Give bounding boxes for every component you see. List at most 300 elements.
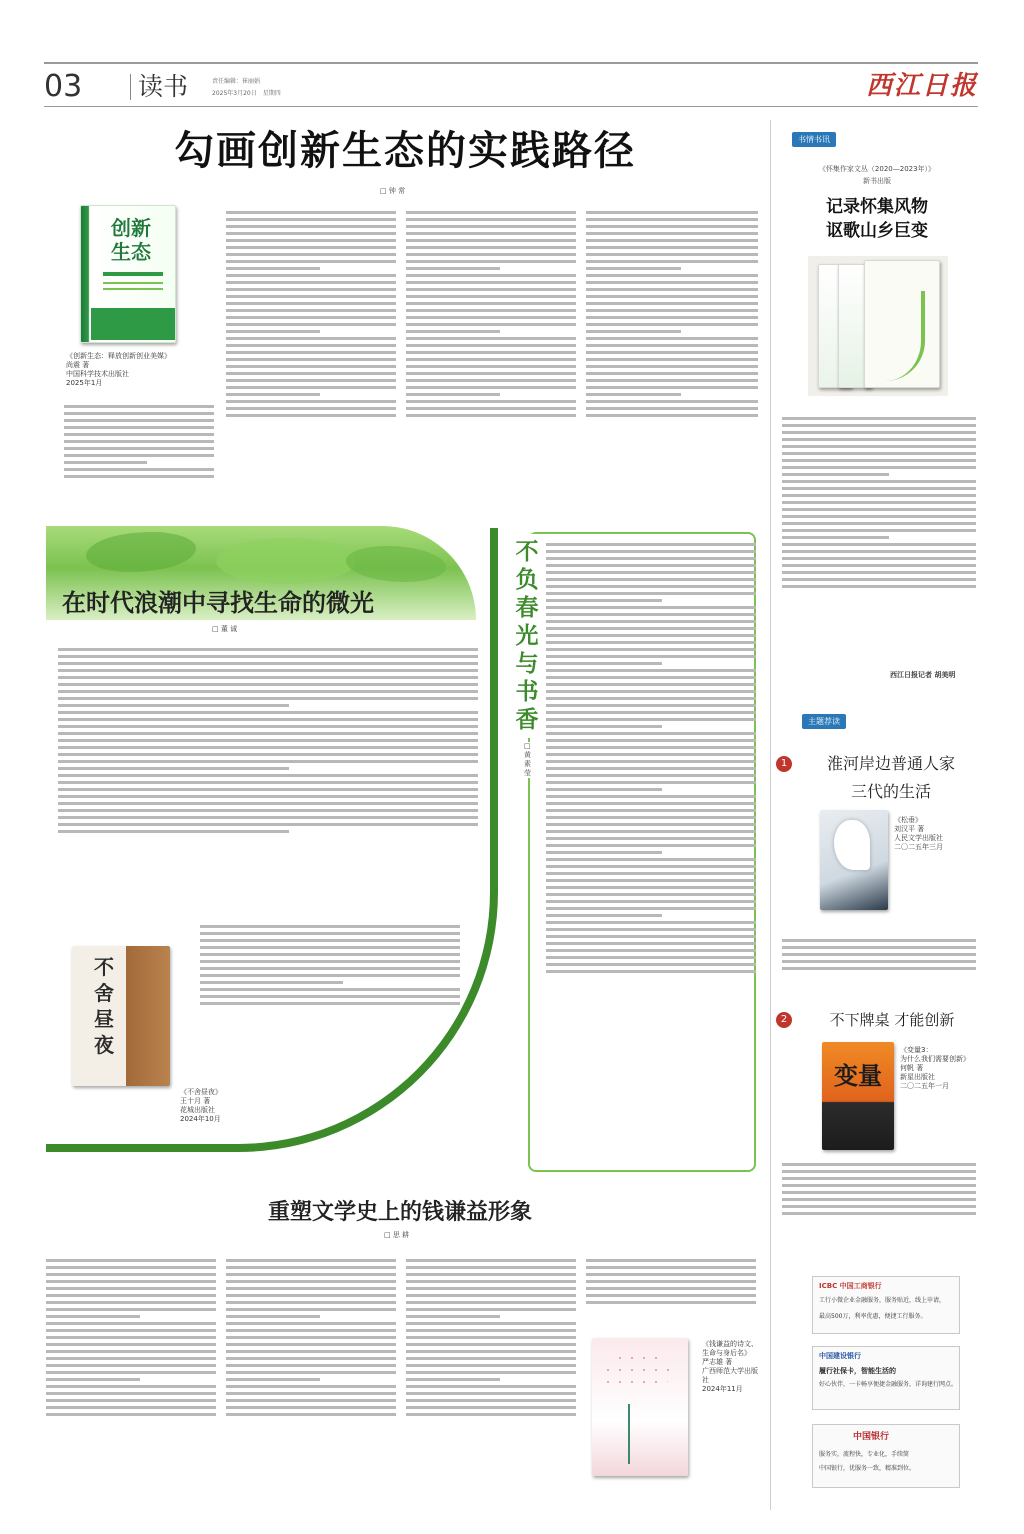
body-text-line (226, 400, 396, 403)
body-text-line (546, 641, 756, 644)
body-text-line (226, 274, 396, 277)
body-text-line (406, 1399, 576, 1402)
sidebar-item1-caption: 《松垂》 刘汉平 著 人民文学出版社 二〇二五年三月 (894, 816, 943, 851)
body-text-line (226, 1399, 396, 1402)
sidebar-section1-tag: 书情书讯 (792, 132, 836, 147)
body-text-line (226, 379, 396, 382)
body-text-line (782, 417, 976, 420)
body-text-line (46, 1350, 216, 1353)
body-text-line (546, 844, 756, 847)
body-text-line (46, 1371, 216, 1374)
body-text-line (226, 281, 396, 284)
body-text-line (58, 669, 478, 672)
body-text-line (586, 267, 681, 270)
body-text-line (546, 788, 662, 791)
body-text-line (58, 774, 478, 777)
body-text-line (58, 725, 478, 728)
bottom-body-col3 (406, 1256, 576, 1490)
column-headline: 不负春光与书香 (512, 534, 542, 738)
body-text-line (226, 351, 396, 354)
body-text-line (586, 253, 758, 256)
body-text-line (546, 550, 756, 553)
body-text-line (226, 1371, 396, 1374)
body-text-line (226, 1301, 396, 1304)
body-text-line (586, 288, 758, 291)
body-text-line (58, 683, 478, 686)
body-text-line (226, 1315, 320, 1318)
feature-book-cover (72, 946, 170, 1086)
body-text-line (64, 461, 147, 464)
sidebar-item1-title2: 三代的生活 (850, 782, 931, 801)
body-text-line (64, 440, 214, 443)
body-text-line (586, 1301, 756, 1304)
body-text-line (546, 753, 756, 756)
body-text-line (200, 953, 460, 956)
body-text-line (406, 1336, 576, 1339)
body-text-line (226, 288, 396, 291)
feature-byline: □ 董 诚 (212, 625, 238, 633)
body-text-line (406, 1364, 576, 1367)
feature-book-char-0: 不 (94, 955, 114, 979)
body-text-line (406, 218, 576, 221)
body-text-line (546, 935, 756, 938)
ad-boc[interactable]: 中国银行 服务实，流程快，专业化，手续简 中国银行，优服务一致，精准到位。 (812, 1424, 960, 1488)
body-text-line (782, 487, 976, 490)
body-text-line (586, 1294, 756, 1297)
body-text-line (226, 1308, 396, 1311)
body-text-line (406, 1329, 576, 1332)
body-text-line (64, 433, 214, 436)
body-text-line (58, 767, 289, 770)
sidebar-s1-body (782, 414, 976, 664)
body-text-line (58, 655, 478, 658)
body-text-line (406, 1357, 576, 1360)
body-text-line (58, 753, 478, 756)
sidebar-item1-cover (820, 810, 888, 910)
body-text-line (782, 508, 976, 511)
body-text-line (406, 253, 576, 256)
body-text-line (782, 939, 976, 942)
body-text-line (46, 1294, 216, 1297)
body-text-line (546, 746, 756, 749)
body-text-line (586, 281, 758, 284)
body-text-line (546, 809, 756, 812)
body-text-line (226, 1266, 396, 1269)
body-text-line (546, 823, 756, 826)
body-text-line (226, 295, 396, 298)
body-text-line (64, 475, 214, 478)
body-text-line (586, 351, 758, 354)
ad-ccb[interactable]: 中国建设银行 履行社保卡，智能生活的 好心伙伴，一卡畅享便捷金融服务，详询建行网点。 (812, 1346, 960, 1410)
body-text-line (226, 1357, 396, 1360)
body-text-line (406, 1301, 576, 1304)
body-text-line (46, 1385, 216, 1388)
body-text-line (586, 358, 758, 361)
bottom-book-cover (592, 1338, 688, 1476)
body-text-line (546, 781, 756, 784)
body-text-line (782, 571, 976, 574)
feature-body-top (58, 645, 478, 915)
body-text-line (546, 767, 756, 770)
bottom-body-col2 (226, 1256, 396, 1490)
body-text-line (546, 613, 756, 616)
body-text-line (406, 1371, 576, 1374)
body-text-line (406, 407, 576, 410)
body-text-line (58, 802, 478, 805)
masthead (44, 62, 978, 108)
body-text-line (406, 1287, 576, 1290)
body-text-line (406, 1413, 576, 1416)
lead-body-col2 (406, 208, 576, 512)
body-text-line (546, 907, 756, 910)
body-text-line (406, 225, 576, 228)
body-text-line (782, 1212, 976, 1215)
body-text-line (226, 1350, 396, 1353)
body-text-line (546, 655, 756, 658)
body-text-line (546, 606, 756, 609)
body-text-line (46, 1413, 216, 1416)
body-text-line (58, 830, 289, 833)
sidebar-item2-cover (822, 1042, 894, 1150)
body-text-line (782, 501, 976, 504)
body-text-line (586, 1273, 756, 1276)
body-text-line (546, 795, 756, 798)
body-text-line (782, 1191, 976, 1194)
body-text-line (782, 578, 976, 581)
sidebar-item2-title: 不下牌桌 才能创新 (829, 1011, 955, 1029)
body-text-line (226, 232, 396, 235)
body-text-line (226, 253, 396, 256)
body-text-line (226, 246, 396, 249)
body-text-line (46, 1266, 216, 1269)
body-text-line (226, 1343, 396, 1346)
sidebar-s1-footer: 西江日报记者 胡美明 (890, 671, 956, 679)
body-text-line (406, 1294, 576, 1297)
body-text-line (64, 405, 214, 408)
body-text-line (226, 344, 396, 347)
body-text-line (586, 274, 758, 277)
body-text-line (546, 571, 756, 574)
body-text-line (586, 309, 758, 312)
body-text-line (46, 1287, 216, 1290)
body-text-line (782, 953, 976, 956)
body-text-line (546, 816, 756, 819)
body-text-line (406, 337, 576, 340)
body-text-line (546, 914, 662, 917)
body-text-line (226, 211, 396, 214)
body-text-line (226, 1378, 320, 1381)
body-text-line (546, 865, 756, 868)
body-text-line (406, 211, 576, 214)
body-text-line (546, 578, 756, 581)
body-text-line (546, 711, 756, 714)
body-text-line (200, 925, 460, 928)
sidebar-item1-title1: 淮河岸边普通人家 (826, 754, 955, 773)
lead-book-caption: 《创新生态：释放创新创业美媒》 尚震 著 中国科学技术出版社 2025年1月 (66, 352, 171, 387)
sidebar-item2-number: 2 (776, 1012, 792, 1028)
body-text-line (406, 1280, 576, 1283)
body-text-line (58, 711, 478, 714)
body-text-line (546, 732, 756, 735)
body-text-line (226, 225, 396, 228)
body-text-line (46, 1336, 216, 1339)
body-text-line (200, 932, 460, 935)
body-text-line (782, 1198, 976, 1201)
feature-book-char-2: 昼 (94, 1007, 114, 1031)
body-text-line (546, 662, 662, 665)
body-text-line (58, 781, 478, 784)
body-text-line (46, 1273, 216, 1276)
body-text-line (546, 564, 756, 567)
bottom-body-col4 (586, 1256, 756, 1326)
body-text-line (406, 393, 500, 396)
column-byline: □ 黄素莹 (524, 742, 534, 778)
body-text-line (586, 246, 758, 249)
body-text-line (406, 281, 576, 284)
body-text-line (546, 886, 756, 889)
body-text-line (782, 480, 976, 483)
body-text-line (58, 662, 478, 665)
body-text-line (586, 386, 758, 389)
body-text-line (546, 900, 756, 903)
body-text-line (546, 648, 756, 651)
body-text-line (406, 239, 576, 242)
body-text-line (546, 970, 756, 973)
body-text-line (546, 557, 756, 560)
body-text-line (782, 424, 976, 427)
feature-book-caption: 《不舍昼夜》 王十月 著 花城出版社 2024年10月 (180, 1088, 222, 1123)
body-text-line (546, 928, 756, 931)
body-text-line (546, 879, 756, 882)
feature-book-char-1: 舍 (94, 981, 114, 1005)
body-text-line (226, 1294, 396, 1297)
body-text-line (782, 557, 976, 560)
body-text-line (546, 704, 756, 707)
column-body-left (546, 540, 756, 1160)
body-text-line (586, 323, 758, 326)
ad-icbc-brand: ICBC 中国工商银行 (819, 1282, 882, 1290)
feature-headline: 在时代浪潮中寻找生命的微光 (62, 588, 374, 617)
body-text-line (406, 1322, 576, 1325)
masthead-divider (130, 74, 131, 100)
lead-byline: □ 钟 常 (380, 187, 406, 195)
body-text-line (782, 585, 976, 588)
body-text-line (58, 648, 478, 651)
body-text-line (406, 1308, 576, 1311)
body-text-line (546, 851, 662, 854)
body-text-line (200, 981, 343, 984)
body-text-line (546, 830, 756, 833)
sidebar-item1-body (782, 936, 976, 992)
body-text-line (58, 746, 478, 749)
masthead-bottom-rule (44, 106, 978, 107)
body-text-line (46, 1364, 216, 1367)
body-text-line (406, 288, 576, 291)
lead-body-col1 (226, 208, 396, 512)
sidebar-item2-caption: 《变量3： 为什么我们需要创新》 何帆 著 新星出版社 二〇二五年一月 (900, 1046, 970, 1090)
body-text-line (226, 1280, 396, 1283)
body-text-line (586, 1287, 756, 1290)
body-text-line (406, 330, 500, 333)
body-text-line (586, 400, 758, 403)
body-text-line (226, 1329, 396, 1332)
editor-line: 责任编辑：崔丽娟 (212, 78, 261, 85)
body-text-line (546, 690, 756, 693)
body-text-line (586, 232, 758, 235)
ad-icbc[interactable]: ICBC 中国工商银行 工行小微企业金融服务，服务贴近，线上申请， 最高500万，利率优惠，便捷工行服务。 (812, 1276, 960, 1334)
body-text-line (586, 330, 681, 333)
body-text-line (782, 494, 976, 497)
body-text-line (586, 211, 758, 214)
ad-ccb-brand: 中国建设银行 (819, 1352, 861, 1360)
body-text-line (226, 1273, 396, 1276)
body-text-line (586, 365, 758, 368)
body-text-line (546, 739, 756, 742)
body-text-line (46, 1315, 140, 1318)
sidebar-s1-title1: 记录怀集风物 (826, 197, 928, 217)
body-text-line (46, 1406, 216, 1409)
body-text-line (406, 344, 576, 347)
body-text-line (782, 529, 976, 532)
body-text-line (546, 921, 756, 924)
body-text-line (546, 718, 756, 721)
body-text-line (782, 543, 976, 546)
body-text-line (200, 939, 460, 942)
body-text-line (546, 942, 756, 945)
body-text-line (200, 946, 460, 949)
body-text-line (782, 522, 976, 525)
body-text-line (586, 1280, 756, 1283)
date-line: 2025年3月20日 星期四 (212, 90, 281, 97)
body-text-line (406, 267, 500, 270)
body-text-line (226, 323, 396, 326)
body-text-line (782, 459, 976, 462)
lead-body-col3 (586, 208, 758, 512)
body-text-line (58, 732, 478, 735)
body-text-line (226, 302, 396, 305)
sidebar-section2-tag: 主题荐读 (802, 714, 846, 729)
body-text-line (546, 858, 756, 861)
body-text-line (46, 1392, 216, 1395)
masthead-top-rule (44, 62, 978, 64)
body-text-line (546, 837, 756, 840)
lead-body-col0 (64, 402, 214, 512)
bottom-book-caption: 《钱谦益的诗文、生命与身后名》 严志雄 著 广西师范大学出版社 2024年11月 (702, 1340, 758, 1393)
body-text-line (546, 725, 662, 728)
body-text-line (782, 1170, 976, 1173)
lead-book-cover (80, 205, 176, 343)
body-text-line (546, 592, 756, 595)
body-text-line (782, 473, 889, 476)
feature-body-right (200, 922, 460, 1042)
body-text-line (546, 872, 756, 875)
body-text-line (200, 988, 460, 991)
page-number: 03 (44, 69, 83, 104)
body-text-line (782, 967, 976, 970)
body-text-line (406, 372, 576, 375)
body-text-line (64, 412, 214, 415)
body-text-line (782, 438, 976, 441)
body-text-line (586, 260, 758, 263)
body-text-line (58, 788, 478, 791)
body-text-line (226, 337, 396, 340)
body-text-line (406, 246, 576, 249)
body-text-line (782, 515, 976, 518)
body-text-line (226, 1364, 396, 1367)
ad-boc-brand: 中国银行 (853, 1432, 890, 1442)
body-text-line (64, 454, 214, 457)
sidebar-s1-sub1: 《怀集作家文丛（2020—2023年）》 (818, 165, 936, 173)
body-text-line (226, 330, 320, 333)
body-text-line (226, 358, 396, 361)
body-text-line (586, 302, 758, 305)
body-text-line (46, 1259, 216, 1262)
body-text-line (64, 426, 214, 429)
body-text-line (58, 823, 478, 826)
body-text-line (406, 1378, 500, 1381)
body-text-line (406, 1315, 500, 1318)
lead-book-title: 创新生态 (111, 216, 151, 264)
body-text-line (586, 295, 758, 298)
body-text-line (586, 1266, 756, 1269)
body-text-line (586, 239, 758, 242)
lead-headline: 勾画创新生态的实践路径 (174, 127, 636, 174)
body-text-line (546, 963, 756, 966)
body-text-line (46, 1322, 216, 1325)
body-text-line (226, 218, 396, 221)
body-text-line (200, 974, 460, 977)
body-text-line (406, 1266, 576, 1269)
body-text-line (406, 414, 576, 417)
body-text-line (226, 1259, 396, 1262)
body-text-line (546, 634, 756, 637)
body-text-line (782, 550, 976, 553)
body-text-line (58, 760, 478, 763)
body-text-line (200, 1002, 460, 1005)
body-text-line (226, 239, 396, 242)
body-text-line (226, 1413, 396, 1416)
body-text-line (546, 620, 756, 623)
body-text-line (782, 452, 976, 455)
body-text-line (58, 809, 478, 812)
body-text-line (406, 1350, 576, 1353)
body-text-line (406, 1259, 576, 1262)
body-text-line (200, 995, 460, 998)
body-text-line (586, 337, 758, 340)
body-text-line (406, 365, 576, 368)
body-text-line (64, 447, 214, 450)
body-text-line (406, 379, 576, 382)
body-text-line (782, 466, 976, 469)
body-text-line (46, 1343, 216, 1346)
body-text-line (782, 536, 889, 539)
body-text-line (586, 316, 758, 319)
body-text-line (546, 956, 756, 959)
body-text-line (226, 365, 396, 368)
body-text-line (782, 564, 976, 567)
paper-logo: 西江日报 (865, 71, 978, 101)
body-text-line (586, 414, 758, 417)
bottom-byline: □ 思 耕 (384, 1231, 410, 1239)
body-text-line (226, 1406, 396, 1409)
body-text-line (58, 816, 478, 819)
body-text-line (586, 407, 758, 410)
body-text-line (64, 468, 214, 471)
body-text-line (546, 676, 756, 679)
body-text-line (406, 323, 576, 326)
sidebar-s1-sub2: 新书出版 (863, 177, 891, 185)
body-text-line (586, 225, 758, 228)
